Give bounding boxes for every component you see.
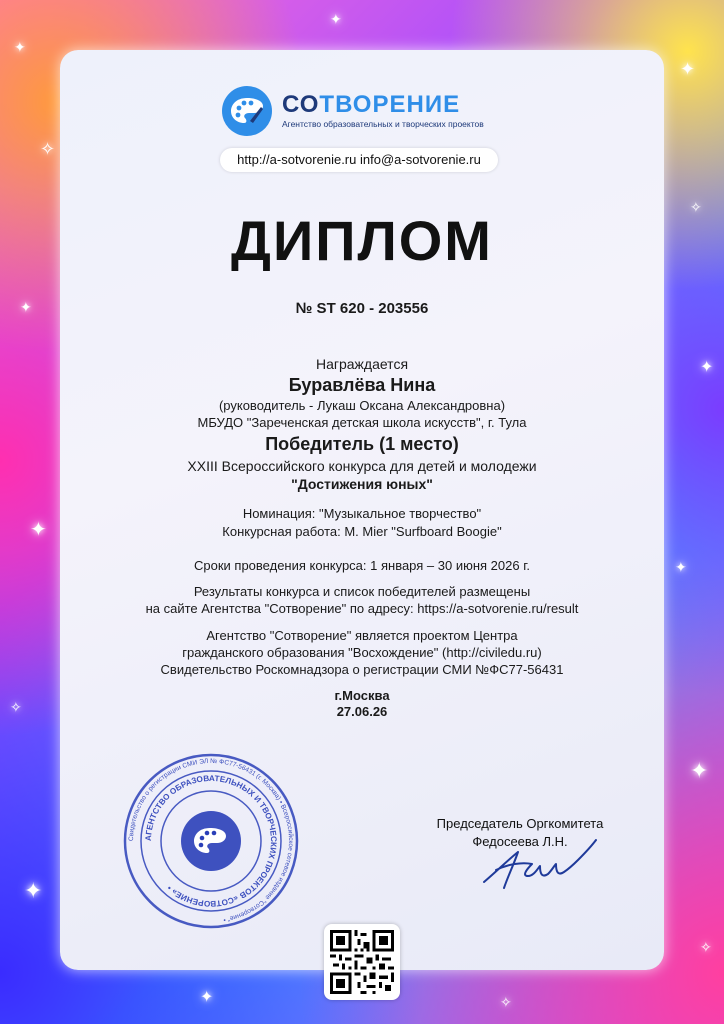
results-line-2: на сайте Агентства "Сотворение" по адресу: https://a-sotvorenie.ru/result <box>145 601 579 616</box>
palette-icon <box>222 86 272 136</box>
contest-dates: Сроки проведения конкурса: 1 января – 30 июня 2026 г. <box>194 558 530 573</box>
award-place: Победитель (1 место) <box>265 434 459 454</box>
recipient-name: Буравлёва Нина <box>288 375 436 395</box>
agency-logo <box>222 86 484 136</box>
diploma-title: ДИПЛОМ <box>231 209 493 272</box>
results-line-1: Результаты конкурса и список победителей размещены <box>193 584 531 599</box>
stamp-inner-text: АГЕНТСТВО ОБРАЗОВАТЕЛЬНЫХ И ТВОРЧЕСКИХ ПРОЕКТОВ «СОТВОРЕНИЕ» • <box>143 773 279 909</box>
supervisor: (руководитель - Лукаш Оксана Александровна) <box>218 398 506 413</box>
signature <box>478 830 618 900</box>
chairman-title: Председатель Оргкомитета <box>436 816 604 831</box>
chairman-name: Федосеева Л.Н. <box>472 834 568 849</box>
diploma-card <box>60 50 664 970</box>
school: МБУДО "Зареченская детская школа искусств", г. Тула <box>197 415 527 430</box>
issue-date: 27.06.26 <box>336 704 388 719</box>
official-stamp <box>122 752 300 930</box>
brand-name: СОТВОРЕНИЕ <box>282 91 461 118</box>
stamp-outer-text: Свидетельство о регистрации СМИ ЭЛ № ФС77-56431 (г. Москва) • Всероссийское сетевое издание "Сотворение" • <box>127 757 295 923</box>
nomination: Номинация: "Музыкальное творчество" <box>242 506 482 521</box>
diploma-number: № ST 620 - 203556 <box>295 300 429 317</box>
brand-subtitle: Агентство образовательных и творческих проектов <box>282 119 484 129</box>
agency-line-1: Агентство "Сотворение" является проектом Центра <box>206 628 518 643</box>
contest-line: XXIII Всероссийского конкурса для детей и молодежи <box>187 458 537 474</box>
qr-code[interactable] <box>324 924 400 1000</box>
contest-name: "Достижения юных" <box>291 476 433 492</box>
awarded-label: Награждается <box>315 356 409 372</box>
city: г.Москва <box>334 688 390 703</box>
agency-line-2: гражданского образования "Восхождение" (http://civiledu.ru) <box>182 645 542 660</box>
contact-links[interactable]: http://a-sotvorenie.ru info@a-sotvorenie.ru <box>220 148 498 172</box>
contest-work: Конкурсная работа: M. Mier "Surfboard Boogie" <box>222 524 502 539</box>
agency-line-3: Свидетельство Роскомнадзора о регистрации СМИ №ФС77-56431 <box>160 662 564 677</box>
